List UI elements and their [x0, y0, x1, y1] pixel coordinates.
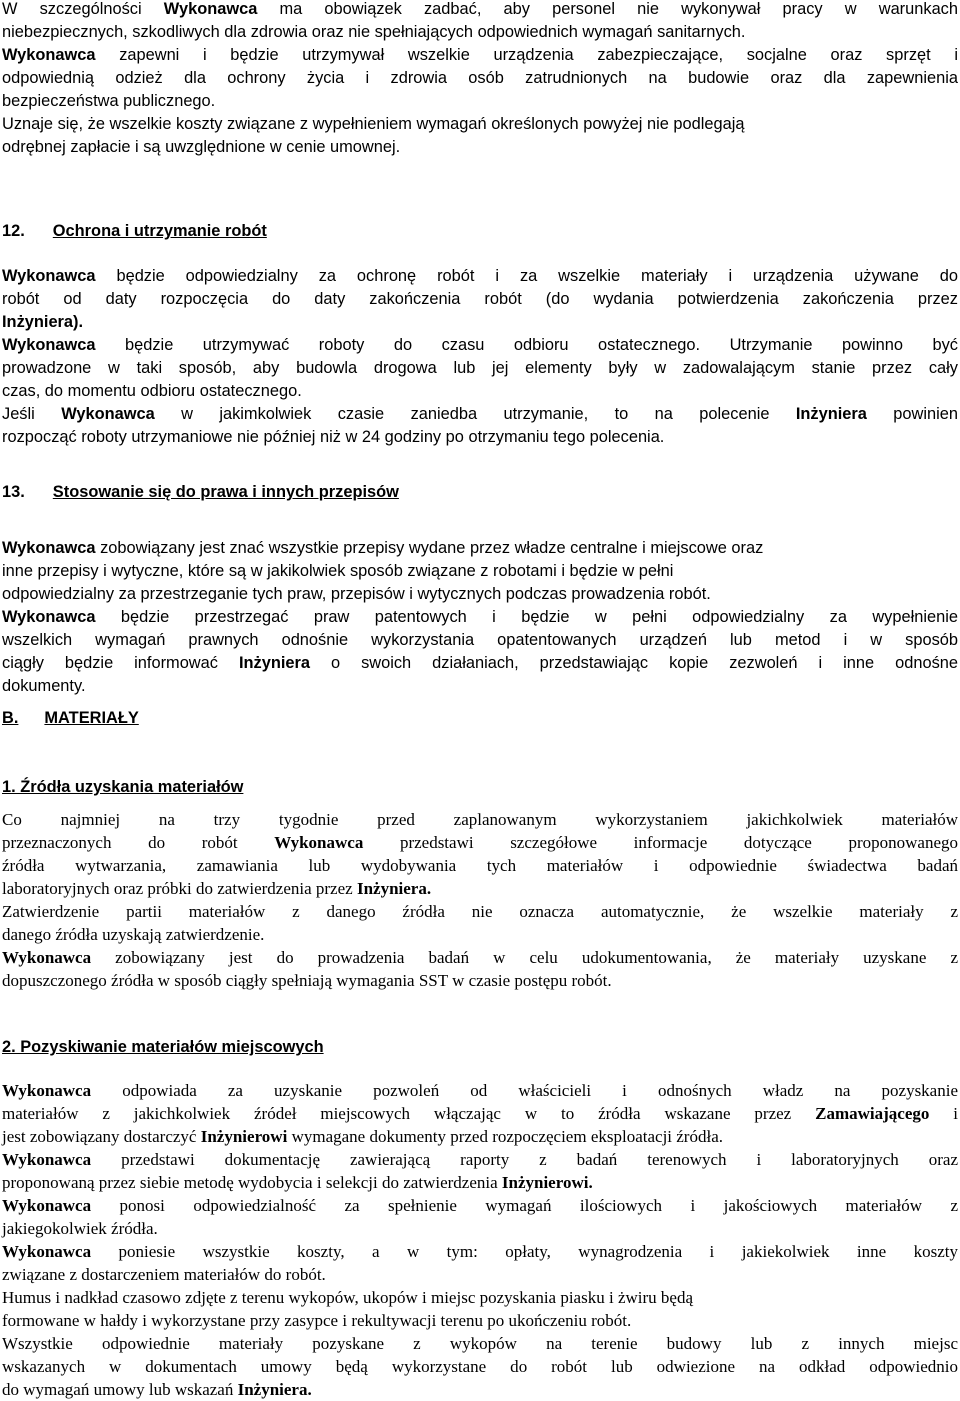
text-line: dopuszczonego źródła w sposób ciągły spełniają wymagania SST w czasie postępu robót. — [2, 971, 612, 990]
text-line: formowane w hałdy i wykorzystane przy zasypce i rekultywacji terenu po ukończeniu robót. — [2, 1311, 632, 1330]
text-line: Humus i nadkład czasowo zdjęte z terenu wykopów, ukopów i miejsc pozyskania piasku i żwiru będą — [2, 1288, 693, 1307]
text-line: robót od daty rozpoczęcia do daty zakończenia robót (do wydania potwierdzenia zakończenia przez — [2, 290, 958, 308]
text-line: materiałów z jakichkolwiek źródeł miejscowych włączając w to źródła wskazane przez Zamawiającego i — [2, 1104, 958, 1123]
text-line: Zatwierdzenie partii materiałów z danego źródła nie oznacza automatycznie, że wszelkie materiały z — [2, 902, 958, 921]
text-line: Inżyniera). — [2, 313, 84, 331]
text-line: Uznaje się, że wszelkie koszty związane z wypełnieniem wymagań określonych powyżej nie podlegają — [2, 115, 745, 133]
text-line: Wykonawca będzie odpowiedzialny za ochronę robót i za wszelkie materiały i urządzenia używane do — [2, 267, 958, 285]
text-line: Wykonawca będzie przestrzegać praw patentowych i będzie w pełni odpowiedzialny za wypełnienie — [2, 608, 958, 626]
text-line: Wykonawca ponosi odpowiedzialność za spełnienie wymagań ilościowych i jakościowych materiałów z — [2, 1196, 958, 1215]
text-line: Wykonawca zobowiązany jest do prowadzenia badań w celu udokumentowania, że materiały uzyskane z — [2, 948, 958, 967]
text-line: inne przepisy i wytyczne, które są w jakikolwiek sposób związane z robotami i będzie w pełni — [2, 562, 674, 580]
text-line: bezpieczeństwa publicznego. — [2, 92, 216, 110]
heading-title: MATERIAŁY — [44, 709, 139, 727]
text-line: Wykonawca zobowiązany jest znać wszystkie przepisy wydane przez władze centralne i miejscowe oraz — [2, 539, 764, 557]
text-line: do wymagań umowy lub wskazań Inżyniera. — [2, 1380, 312, 1399]
text-line: źródła wytwarzania, zamawiania lub wydobywania tych materiałów i odpowiednie świadectwa badań — [2, 856, 958, 875]
heading-title: Stosowanie się do prawa i innych przepisów — [52, 483, 399, 501]
text-line: jakiegokolwiek źródła. — [2, 1219, 158, 1238]
text-line: proponowaną przez siebie metodę wydobycia i selekcji do zatwierdzenia Inżynierowi. — [2, 1173, 593, 1192]
section-heading-b — [2, 707, 139, 730]
text-line: czas, do momentu odbioru ostatecznego. — [2, 382, 302, 400]
text-line: Wszystkie odpowiednie materiały pozyskane z wykopów na terenie budowy lub z innych miejsc — [2, 1334, 958, 1353]
text-line: niebezpiecznych, szkodliwych dla zdrowia oraz nie spełniających odpowiednich wymagań sanitarnych. — [2, 23, 746, 41]
text-line: wszelkich wymagań prawnych odnośnie wykorzystania opatentowanych urządzeń lub metod i w sposób — [2, 631, 958, 649]
text-line: odpowiedzialny za przestrzeganie tych praw, przepisów i wytycznych podczas prowadzenia robót. — [2, 585, 711, 603]
text-line: Wykonawca odpowiada za uzyskanie pozwoleń od właścicieli i odnośnych władz na pozyskanie — [2, 1081, 958, 1100]
text-line: odpowiednią odzież dla ochrony życia i zdrowia osób zatrudnionych na budowie oraz dla zapewnienia — [2, 69, 958, 87]
text-line: rozpocząć roboty utrzymaniowe nie później niż w 24 godziny po otrzymaniu tego polecenia. — [2, 428, 665, 446]
heading-number: B. — [2, 709, 19, 727]
text-line: Co najmniej na trzy tygodnie przed zaplanowanym wykorzystaniem jakichkolwiek materiałów — [2, 810, 958, 829]
heading-title: Ochrona i utrzymanie robót — [52, 222, 267, 240]
text-line: Wykonawca zapewni i będzie utrzymywał wszelkie urządzenia zabezpieczające, socjalne oraz sprzęt i — [2, 46, 958, 64]
text-line: związane z dostarczeniem materiałów do robót. — [2, 1265, 326, 1284]
text-line: laboratoryjnych oraz próbki do zatwierdzenia przez Inżyniera. — [2, 879, 432, 898]
text-line: Wykonawca poniesie wszystkie koszty, a w tym: opłaty, wynagrodzenia i jakiekolwiek inne koszty — [2, 1242, 958, 1261]
text-line: danego źródła uzyskają zatwierdzenie. — [2, 925, 265, 944]
text-line: przeznaczonych do robót Wykonawca przedstawi szczegółowe informacje dotyczące proponowanego — [2, 833, 958, 852]
text-line: Wykonawca przedstawi dokumentację zawierającą raporty z badań terenowych i laboratoryjnych oraz — [2, 1150, 958, 1169]
text-line: wskazanych w dokumentach umowy będą wykorzystane do robót lub odwiezione na odkład odpowiednio — [2, 1357, 958, 1376]
text-line: dokumenty. — [2, 677, 86, 695]
text-line: ciągły będzie informować Inżyniera o swoich działaniach, przedstawiając kopie zezwoleń i inne odnośne — [2, 654, 958, 672]
section-heading-12 — [2, 220, 267, 243]
text-line: jest zobowiązany dostarczyć Inżynierowi wymagane dokumenty przed rozpoczęciem eksploatacji źródła. — [2, 1127, 723, 1146]
section-heading-13 — [2, 481, 399, 504]
text-line: prowadzone w taki sposób, aby budowla drogowa lub jej elementy były w zadowalającym stanie przez cały — [2, 359, 958, 377]
text-line: W szczególności Wykonawca ma obowiązek zadbać, aby personel nie wykonywał pracy w warunkach — [2, 0, 958, 18]
heading-number: 13. — [2, 483, 25, 501]
subsection-heading-1: 1. Źródła uzyskania materiałów — [2, 778, 244, 796]
heading-number: 12. — [2, 222, 25, 240]
text-line: Jeśli Wykonawca w jakimkolwiek czasie zaniedba utrzymanie, to na polecenie Inżyniera powinien — [2, 405, 958, 423]
text-line: Wykonawca będzie utrzymywać roboty do czasu odbioru ostatecznego. Utrzymanie powinno być — [2, 336, 958, 354]
subsection-heading-2: 2. Pozyskiwanie materiałów miejscowych — [2, 1038, 324, 1056]
text-line: odrębnej zapłacie i są uwzględnione w cenie umownej. — [2, 138, 401, 156]
